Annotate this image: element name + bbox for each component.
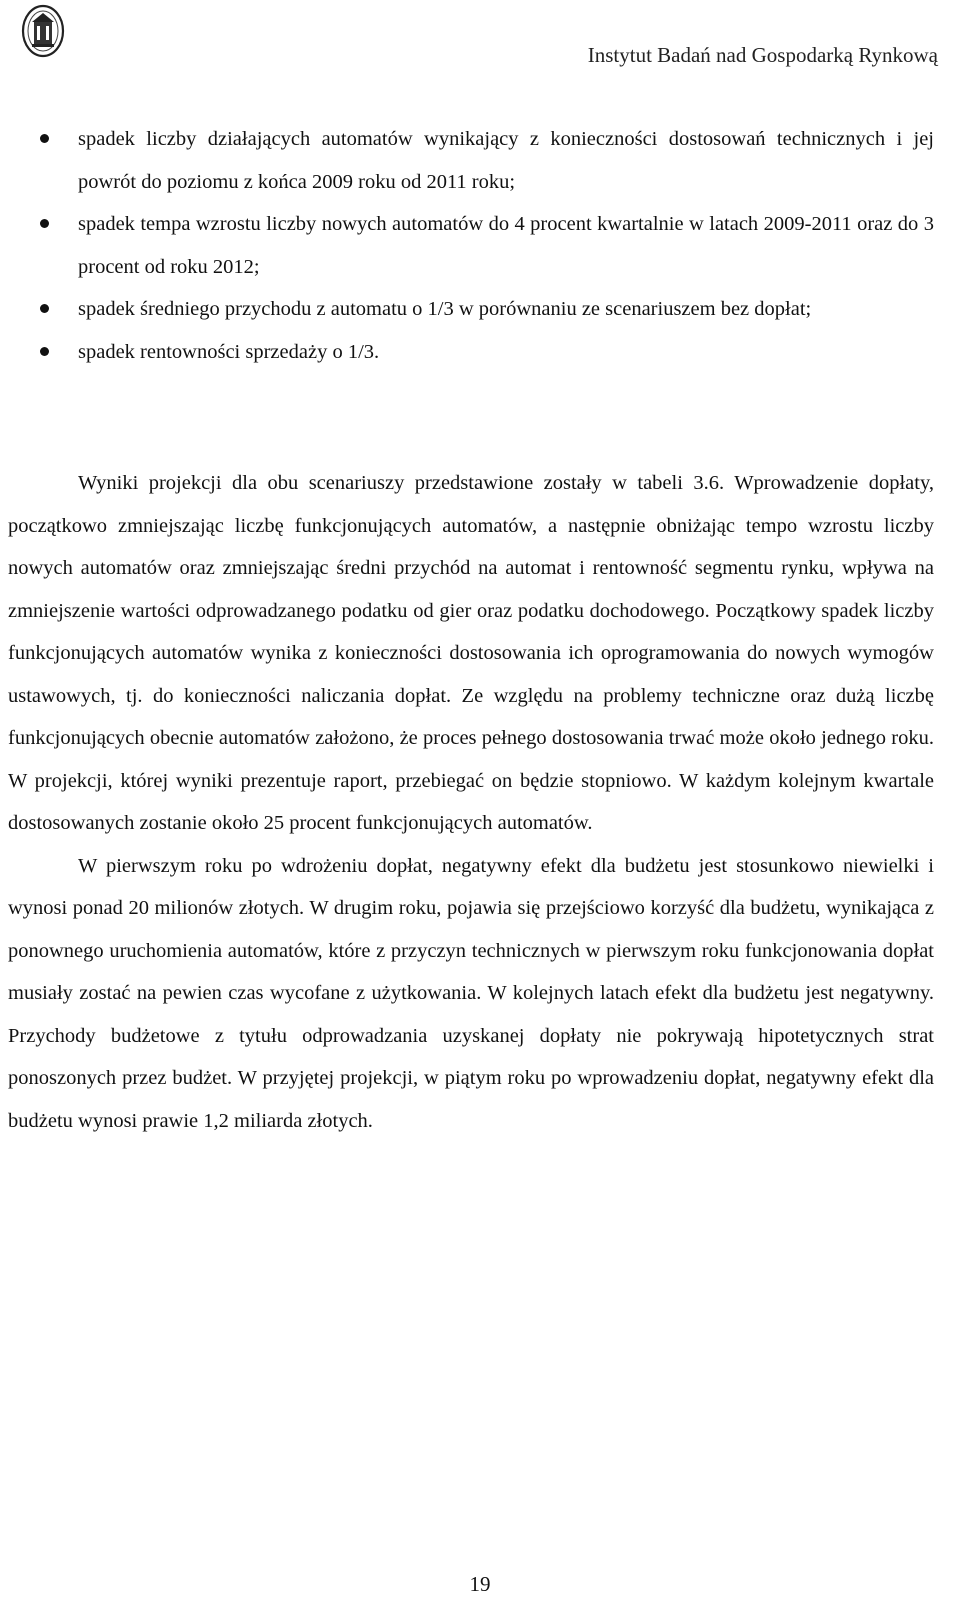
list-item [0,118,960,203]
list-item-text: spadek rentowności sprzedaży o 1/3. [78,340,380,363]
page-number: 19 [469,1572,491,1596]
list-item [0,203,960,288]
bullet-list [0,118,960,373]
list-item-text: spadek średniego przychodu z automatu o 1/3 w porównaniu ze scenariuszem bez dopłat; [78,298,812,320]
paragraph: Wyniki projekcji dla obu scenariuszy przedstawione zostały w tabeli 3.6. Wprowadzenie dopłaty, początkowo zmniejszając liczbę funkcjonujących automatów, a następnie obniżając tempo wzrostu liczby nowych automatów oraz zmniejszając średni przychód na automat i rentowność segmentu rynku, wpływa na zmniejszenie wartości odprowadzanego podatku od gier oraz podatku dochodowego. Początkowy spadek liczby funkcjonujących automatów wynika z konieczności dostosowania ich oprogramowania do nowych wymogów ustawowych, tj. do konieczności naliczania dopłat. Ze względu na problemy techniczne oraz dużą liczbę funkcjonujących obecnie automatów założono, że proces pełnego dostosowania trwać może około jednego roku. W projekcji, której wyniki prezentuje raport, przebiegać on będzie stopniowo. W każdym kolejnym kwartale dostosowanych zostanie około 25 procent funkcjonujących automatów. [8,472,934,834]
body-text [8,462,934,1142]
bullet-icon [40,134,49,143]
paragraph: W pierwszym roku po wdrożeniu dopłat, negatywny efekt dla budżetu jest stosunkowo niewielki i wynosi ponad 20 milionów złotych. W drugim roku, pojawia się przejściowo korzyść dla budżetu, wynikająca z ponownego uruchomienia automatów, które z przyczyn technicznych w pierwszym roku funkcjonowania dopłat musiały zostać na pewien czas wycofane z użytkowania. W kolejnych latach efekt dla budżetu jest negatywny. Przychody budżetowe z tytułu odprowadzania uzyskanej dopłaty nie pokrywają hipotetycznych strat ponoszonych przez budżet. W przyjętej projekcji, w piątym roku po wprowadzeniu dopłat, negatywny efekt dla budżetu wynosi prawie 1,2 miliarda złotych. [8,854,934,1132]
bullet-icon [40,219,49,228]
institute-name: Instytut Badań nad Gospodarką Rynkową [587,43,938,67]
list-item [0,288,960,331]
bullet-icon [40,304,49,313]
list-item-text: spadek liczby działających automatów wynikający z konieczności dostosowań technicznych i jej powrót do poziomu z końca 2009 roku od 2011 roku; [78,128,934,193]
list-item [0,331,960,374]
list-item-text: spadek tempa wzrostu liczby nowych automatów do 4 procent kwartalnie w latach 2009-2011 oraz do 3 procent od roku 2012; [78,213,934,278]
institute-logo [20,2,66,60]
bullet-icon [40,347,49,356]
